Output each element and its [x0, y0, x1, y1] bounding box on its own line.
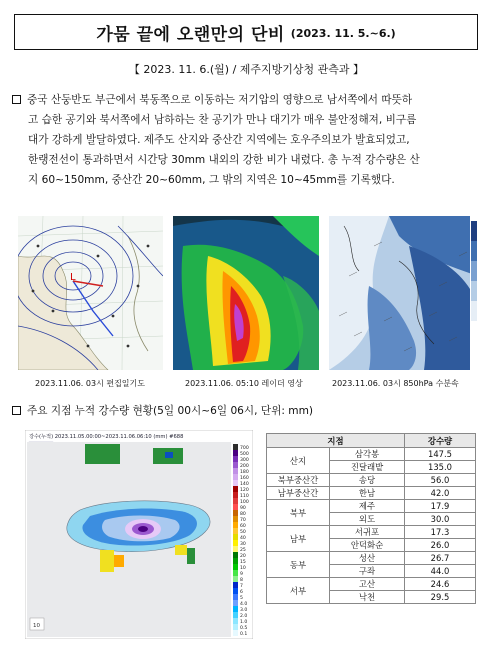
legend-label: 80: [240, 512, 246, 517]
legend-swatch: [233, 558, 238, 564]
legend-swatch: [233, 564, 238, 570]
legend-swatch: [233, 588, 238, 594]
legend-label: 200: [240, 464, 249, 469]
figure-row: [18, 216, 478, 370]
summary-line: 한랭전선이 통과하면서 시간당 30mm 내외의 강한 비가 내렸다. 총 누적 강수량은 산: [28, 154, 420, 166]
title-box: [14, 14, 478, 50]
table-row: 서부 고산 24.6: [267, 578, 476, 591]
legend-label: 0.1: [240, 632, 248, 637]
legend-swatch: [233, 462, 238, 468]
legend-label: 5: [240, 596, 243, 601]
legend-swatch: [233, 552, 238, 558]
table-header-amount: 강수량: [405, 434, 476, 448]
moisture-flux-image: [329, 216, 478, 370]
legend-label: 25: [240, 548, 246, 553]
legend-label: 4.0: [240, 602, 248, 607]
legend-swatch: [233, 522, 238, 528]
legend-label: 10: [240, 566, 246, 571]
table-row: 남부 서귀포 17.3: [267, 526, 476, 539]
legend-label: 180: [240, 470, 249, 475]
summary-line: 지 60~150mm, 중산간 20~60mm, 그 밖의 지역은 10~45mm를 기록했다.: [28, 174, 395, 186]
legend-label: 140: [240, 482, 249, 487]
legend-swatch: [233, 516, 238, 522]
legend-label: 500: [240, 452, 249, 457]
table-row: 안덕화순 26.0: [267, 539, 476, 552]
legend-swatch: [233, 444, 238, 450]
map-scale-corner: 10: [33, 623, 40, 629]
bulletin-subtitle: 【 2023. 11. 6.(월) / 제주지방기상청 관측과 】: [128, 63, 365, 76]
legend-swatch: [233, 582, 238, 588]
legend-label: 6: [240, 590, 243, 595]
legend-swatch: [233, 474, 238, 480]
legend-swatch: [233, 528, 238, 534]
checkbox-bullet-icon: [12, 95, 21, 104]
legend-swatch: [233, 576, 238, 582]
legend-label: 70: [240, 518, 246, 523]
legend-swatch: [233, 468, 238, 474]
legend-swatch: [233, 570, 238, 576]
table-row: 외도 30.0: [267, 513, 476, 526]
weather-chart-image: [18, 216, 163, 370]
legend-swatch: [233, 606, 238, 612]
legend-label: 15: [240, 560, 246, 565]
legend-label: 110: [240, 494, 249, 499]
figure-caption: 2023.11.06. 05:10 레이더 영상: [185, 379, 303, 388]
legend-label: 40: [240, 536, 246, 541]
legend-label: 7: [240, 584, 243, 589]
map-header: 강수(누적) 2023.11.05.00:00~2023.11.06.06:10 (mm) #688: [29, 434, 184, 440]
summary-line: 대가 강하게 발달하였다. 제주도 산지와 중산간 지역에는 호우주의보가 발효되었고,: [28, 134, 410, 146]
legend-swatch: [233, 546, 238, 552]
legend-label: 20: [240, 554, 246, 559]
section-heading: 주요 지점 누적 강수량 현황(5일 00시~6일 06시, 단위: mm): [12, 403, 313, 418]
figure-caption: 2023.11.06. 03시 편집일기도: [35, 379, 145, 388]
legend-label: 50: [240, 530, 246, 535]
table-row: 구좌 44.0: [267, 565, 476, 578]
figure-caption: 2023.11.06. 03시 850hPa 수분속: [332, 379, 459, 388]
table-row: 북부중산간 송당 56.0: [267, 474, 476, 487]
legend-swatch: [233, 534, 238, 540]
legend-swatch: [233, 594, 238, 600]
legend-swatch: [233, 630, 238, 636]
legend-swatch: [233, 504, 238, 510]
table-row: 동부 성산 26.7: [267, 552, 476, 565]
legend-swatch: [233, 612, 238, 618]
legend-swatch: [233, 456, 238, 462]
summary-paragraph: [12, 90, 480, 190]
legend-label: 160: [240, 476, 249, 481]
legend-swatch: [233, 510, 238, 516]
legend-label: 8: [240, 578, 243, 583]
legend-swatch: [233, 486, 238, 492]
legend-label: 2.0: [240, 614, 248, 619]
legend-label: 120: [240, 488, 249, 493]
radar-image: [173, 216, 319, 370]
legend-swatch: [233, 624, 238, 630]
legend-label: 3.0: [240, 608, 248, 613]
rain-table: [266, 433, 476, 604]
table-row: 낙천 29.5: [267, 591, 476, 604]
legend-label: 60: [240, 524, 246, 529]
legend-swatch: [233, 618, 238, 624]
table-row: 북부 제주 17.9: [267, 500, 476, 513]
table-header-point: 지점: [267, 434, 405, 448]
legend-label: 1.0: [240, 620, 248, 625]
page-title: 가뭄 끝에 오랜만의 단비: [96, 24, 285, 45]
legend-swatch: [233, 540, 238, 546]
checkbox-bullet-icon: [12, 406, 21, 415]
legend-label: 300: [240, 458, 249, 463]
rain-accumulation-map: [25, 430, 253, 639]
table-row: 산지 삼각봉 147.5: [267, 448, 476, 461]
legend-label: 700: [240, 446, 249, 451]
svg-text:L: L: [70, 272, 76, 283]
table-row: 남부중산간 한남 42.0: [267, 487, 476, 500]
legend-label: 30: [240, 542, 246, 547]
table-row: 진달래밭 135.0: [267, 461, 476, 474]
summary-line: 고 습한 공기와 북서쪽에서 남하하는 찬 공기가 만나 대기가 매우 불안정해져, 비구름: [28, 114, 417, 126]
legend-swatch: [233, 480, 238, 486]
legend-label: 90: [240, 506, 246, 511]
legend-label: 100: [240, 500, 249, 505]
legend-swatch: [233, 492, 238, 498]
title-date-range: (2023. 11. 5.~6.): [290, 27, 396, 40]
legend-swatch: [233, 600, 238, 606]
legend-swatch: [233, 498, 238, 504]
legend-label: 9: [240, 572, 243, 577]
summary-line: 중국 산둥반도 부근에서 북동쪽으로 이동하는 저기압의 영향으로 남서쪽에서 따뜻하: [12, 90, 480, 110]
legend-swatch: [233, 450, 238, 456]
legend-label: 0.5: [240, 626, 248, 631]
